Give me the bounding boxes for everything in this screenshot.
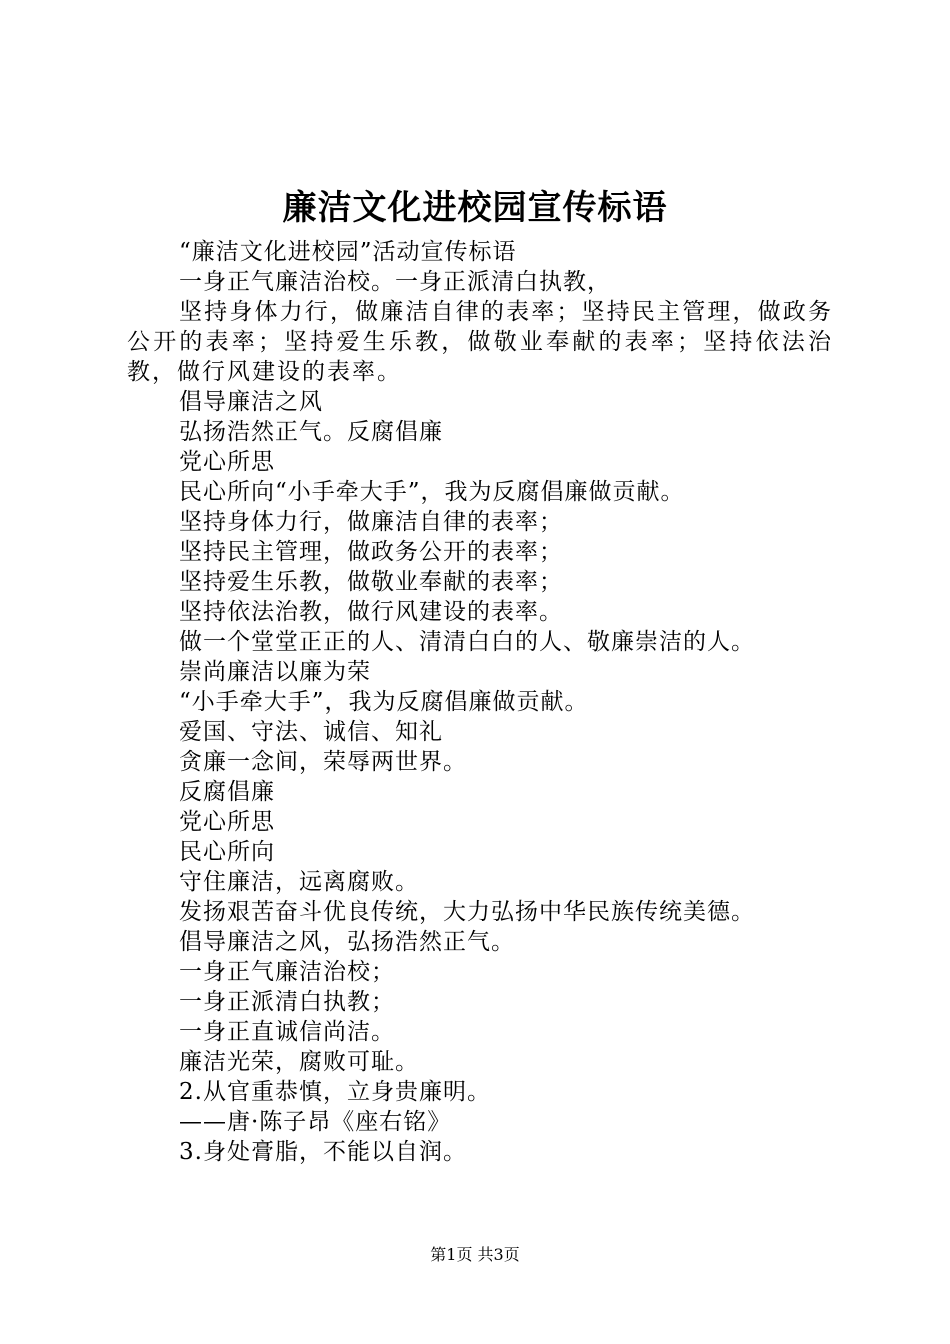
paragraph: 做一个堂堂正正的人、清清白白的人、敬廉崇洁的人。 xyxy=(179,629,755,655)
paragraph: 发扬艰苦奋斗优良传统，大力弘扬中华民族传统美德。 xyxy=(179,899,755,925)
paragraph: ——唐·陈子昂《座右铭》 xyxy=(179,1109,452,1135)
paragraph: 倡导廉洁之风，弘扬浩然正气。 xyxy=(179,929,515,955)
document-body xyxy=(127,237,833,1167)
paragraph: 廉洁光荣，腐败可耻。 xyxy=(179,1049,419,1075)
paragraph: 一身正派清白执教； xyxy=(179,989,395,1015)
paragraph: 2.从官重恭慎，立身贵廉明。 xyxy=(179,1079,491,1105)
paragraph: 党心所思 xyxy=(179,809,275,835)
paragraph: 坚持身体力行，做廉洁自律的表率； xyxy=(179,509,563,535)
paragraph: 民心所向“小手牵大手”，我为反腐倡廉做贡献。 xyxy=(179,479,685,505)
paragraph: 一身正气廉洁治校； xyxy=(179,959,395,985)
paragraph: 党心所思 xyxy=(179,449,275,475)
paragraph: 爱国、守法、诚信、知礼 xyxy=(179,719,443,745)
paragraph: 坚持身体力行，做廉洁自律的表率；坚持民主管理，做政务公开的表率；坚持爱生乐教，做敬业奉献的表率；坚持依法治教，做行风建设的表率。 xyxy=(127,299,833,385)
paragraph: 弘扬浩然正气。反腐倡廉 xyxy=(179,419,443,445)
paragraph: 贪廉一念间，荣辱两世界。 xyxy=(179,749,467,775)
paragraph: 坚持依法治教，做行风建设的表率。 xyxy=(179,599,563,625)
page-footer: 第1页 共3页 xyxy=(430,1245,520,1264)
paragraph: 坚持民主管理，做政务公开的表率； xyxy=(179,539,563,565)
paragraph: 一身正直诚信尚洁。 xyxy=(179,1019,395,1045)
paragraph: 守住廉洁，远离腐败。 xyxy=(179,869,419,895)
document-title: 廉洁文化进校园宣传标语 xyxy=(282,188,668,228)
paragraph: 反腐倡廉 xyxy=(179,779,275,805)
paragraph: 民心所向 xyxy=(179,839,275,865)
paragraph: 崇尚廉洁以廉为荣 xyxy=(179,659,371,685)
paragraph: 倡导廉洁之风 xyxy=(179,389,323,415)
paragraph: 坚持爱生乐教，做敬业奉献的表率； xyxy=(179,569,563,595)
paragraph: 3.身处膏脂，不能以自润。 xyxy=(179,1139,467,1165)
paragraph: “小手牵大手”，我为反腐倡廉做贡献。 xyxy=(179,689,589,715)
paragraph: 一身正气廉洁治校。一身正派清白执教， xyxy=(179,269,611,295)
paragraph: “廉洁文化进校园”活动宣传标语 xyxy=(179,239,517,265)
